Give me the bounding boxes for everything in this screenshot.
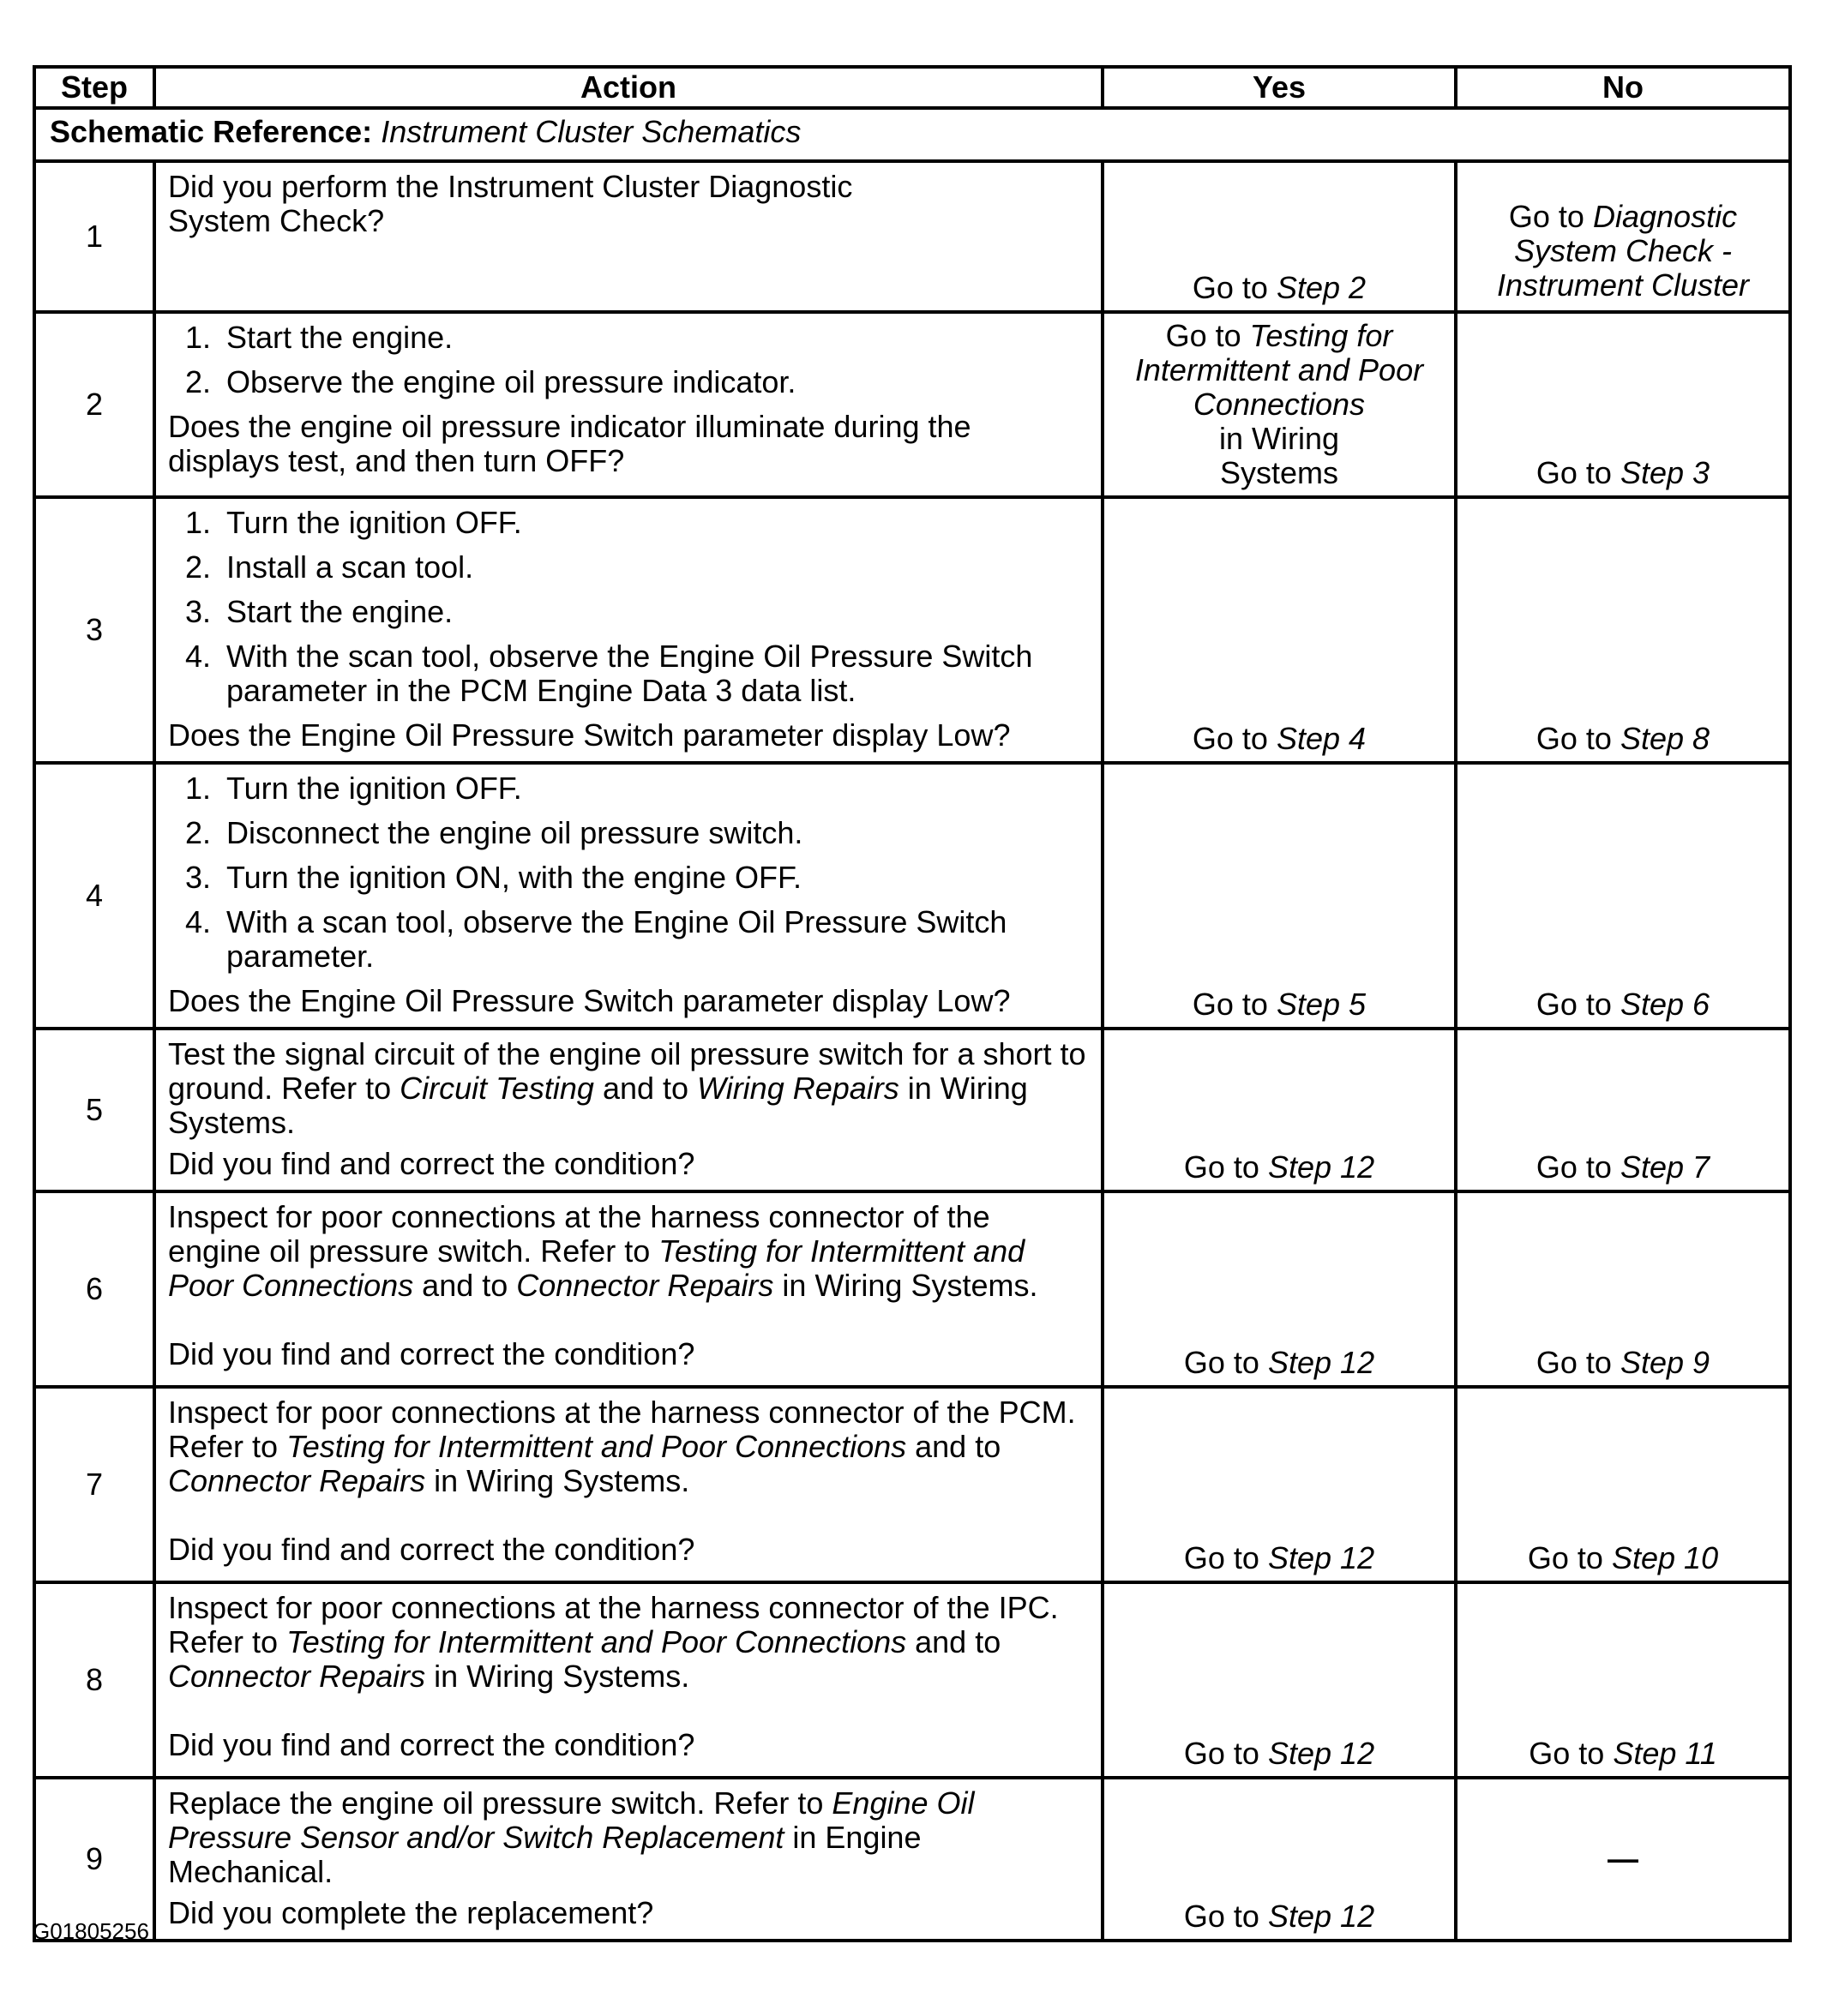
yes-cell bbox=[1103, 161, 1456, 312]
table-row bbox=[34, 497, 1790, 763]
header-yes: Yes bbox=[1103, 67, 1456, 108]
yes-link[interactable]: Connections bbox=[1193, 387, 1366, 422]
action-step: 1. Turn the ignition OFF. bbox=[219, 506, 1089, 540]
table-row bbox=[34, 312, 1790, 497]
action-question: Does the Engine Oil Pressure Switch parameter display Low? bbox=[168, 983, 1011, 1018]
yes-cell bbox=[1103, 312, 1456, 497]
yes-link[interactable]: Step 2 bbox=[1276, 270, 1367, 305]
header-action: Action bbox=[154, 67, 1103, 108]
yes-cell bbox=[1103, 1582, 1456, 1778]
go-to-text: Go to bbox=[1536, 721, 1612, 756]
reference-link[interactable]: Wiring Repairs bbox=[697, 1071, 899, 1106]
reference-link[interactable]: Connector Repairs bbox=[516, 1268, 774, 1303]
step-number: 6 bbox=[34, 1191, 154, 1387]
step-number: 8 bbox=[34, 1582, 154, 1778]
table-row bbox=[34, 1778, 1790, 1941]
no-cell bbox=[1456, 312, 1790, 497]
no-link[interactable]: Step 10 bbox=[1611, 1540, 1719, 1575]
no-cell bbox=[1456, 1582, 1790, 1778]
no-link[interactable]: Step 7 bbox=[1620, 1149, 1710, 1185]
action-step: 1. Turn the ignition OFF. bbox=[219, 771, 1089, 806]
no-link[interactable]: System Check - bbox=[1513, 233, 1733, 268]
yes-link[interactable]: Step 12 bbox=[1267, 1345, 1375, 1380]
no-link[interactable]: Diagnostic bbox=[1592, 199, 1738, 234]
step-number: 5 bbox=[34, 1029, 154, 1191]
go-to-text: Go to bbox=[1165, 318, 1241, 353]
action-question: Did you complete the replacement? bbox=[168, 1895, 654, 1930]
schematic-reference bbox=[34, 108, 1790, 161]
go-to-text: Go to bbox=[1192, 721, 1268, 756]
action-step: 2. Install a scan tool. bbox=[219, 550, 1089, 585]
schematic-reference-row bbox=[34, 108, 1790, 161]
action-cell bbox=[154, 1582, 1103, 1778]
table-row bbox=[34, 1582, 1790, 1778]
table-row bbox=[34, 1387, 1790, 1582]
no-link[interactable]: Step 8 bbox=[1620, 721, 1710, 756]
reference-link[interactable]: Engine Oil Pressure Sensor and/or Switch Replacement bbox=[168, 1785, 975, 1855]
no-cell bbox=[1456, 1387, 1790, 1582]
action-question: Did you find and correct the condition? bbox=[168, 1532, 695, 1567]
action-cell bbox=[154, 497, 1103, 763]
action-step: 2. Disconnect the engine oil pressure switch. bbox=[219, 816, 1089, 850]
action-step: 3. Start the engine. bbox=[219, 595, 1089, 629]
reference-link[interactable]: Testing for Intermittent and Poor Connections bbox=[286, 1624, 907, 1659]
go-to-text: Go to bbox=[1529, 1736, 1605, 1771]
yes-link[interactable]: Step 12 bbox=[1267, 1540, 1375, 1575]
reference-link[interactable]: Testing for Intermittent and Poor Connections bbox=[168, 1233, 1025, 1303]
yes-cell bbox=[1103, 497, 1456, 763]
yes-link[interactable]: Step 4 bbox=[1276, 721, 1367, 756]
action-step: 1. Start the engine. bbox=[219, 321, 1089, 355]
no-link[interactable]: Step 9 bbox=[1620, 1345, 1710, 1380]
yes-cell bbox=[1103, 763, 1456, 1029]
action-question: Did you find and correct the condition? bbox=[168, 1146, 695, 1181]
go-to-text: Go to bbox=[1508, 199, 1584, 234]
action-question: Did you find and correct the condition? bbox=[168, 1336, 695, 1371]
action-text: System Check? bbox=[168, 203, 385, 238]
action-text: Test the signal circuit of the engine oil pressure switch for a short to ground. Refer to Circuit Testing and to Wiring Repairs in Wiring Systems. bbox=[168, 1036, 1086, 1140]
go-to-text: Go to bbox=[1183, 1736, 1259, 1771]
reference-link[interactable]: Connector Repairs bbox=[168, 1659, 426, 1694]
yes-cell bbox=[1103, 1387, 1456, 1582]
yes-cell bbox=[1103, 1778, 1456, 1941]
diagnostic-table bbox=[33, 65, 1792, 1942]
action-question: Did you find and correct the condition? bbox=[168, 1727, 695, 1762]
action-steps-list bbox=[168, 771, 1089, 974]
table-row bbox=[34, 161, 1790, 312]
step-number: 3 bbox=[34, 497, 154, 763]
step-number: 4 bbox=[34, 763, 154, 1029]
no-link[interactable]: Step 6 bbox=[1620, 987, 1710, 1022]
go-to-text: Go to bbox=[1183, 1899, 1259, 1934]
no-cell bbox=[1456, 497, 1790, 763]
figure-code: G01805256 bbox=[33, 1918, 149, 1944]
step-number: 7 bbox=[34, 1387, 154, 1582]
no-action-dash: — bbox=[1608, 1841, 1638, 1876]
action-cell bbox=[154, 1778, 1103, 1941]
go-to-text: Go to bbox=[1192, 987, 1268, 1022]
action-step: 4. With the scan tool, observe the Engine Oil Pressure Switch parameter in the PCM Engine Data 3 data list. bbox=[219, 639, 1089, 708]
go-to-text: Go to bbox=[1527, 1540, 1603, 1575]
action-question: Does the Engine Oil Pressure Switch parameter display Low? bbox=[168, 717, 1011, 753]
action-steps-list bbox=[168, 321, 1089, 399]
go-to-text: Go to bbox=[1192, 270, 1268, 305]
no-cell bbox=[1456, 1778, 1790, 1941]
action-text: Inspect for poor connections at the harness connector of the IPC. Refer to Testing for Intermittent and Poor Connections and to Connector Repairs in Wiring Systems. bbox=[168, 1590, 1059, 1694]
action-cell bbox=[154, 161, 1103, 312]
yes-link[interactable]: Step 12 bbox=[1267, 1736, 1375, 1771]
no-link[interactable]: Step 3 bbox=[1620, 455, 1710, 490]
go-to-text: Go to bbox=[1536, 1345, 1612, 1380]
yes-cell bbox=[1103, 1029, 1456, 1191]
table-row bbox=[34, 763, 1790, 1029]
action-cell bbox=[154, 763, 1103, 1029]
yes-link[interactable]: Step 12 bbox=[1267, 1149, 1375, 1185]
action-text: Replace the engine oil pressure switch. Refer to Engine Oil Pressure Sensor and/or Switch Replacement in Engine Mechanical. bbox=[168, 1785, 975, 1889]
action-steps-list bbox=[168, 506, 1089, 708]
yes-cell bbox=[1103, 1191, 1456, 1387]
action-cell bbox=[154, 1191, 1103, 1387]
no-cell bbox=[1456, 161, 1790, 312]
schematic-reference-label: Schematic Reference: bbox=[50, 114, 373, 149]
go-to-text: Go to bbox=[1183, 1345, 1259, 1380]
action-text: Did you perform the Instrument Cluster Diagnostic bbox=[168, 169, 853, 204]
no-cell bbox=[1456, 1029, 1790, 1191]
yes-link[interactable]: Testing for bbox=[1249, 318, 1393, 353]
go-to-text: Go to bbox=[1536, 1149, 1612, 1185]
no-link[interactable]: Instrument Cluster bbox=[1496, 267, 1750, 303]
no-link[interactable]: Step 11 bbox=[1613, 1736, 1717, 1771]
header-no: No bbox=[1456, 67, 1790, 108]
yes-link[interactable]: Step 5 bbox=[1276, 987, 1367, 1022]
header-step: Step bbox=[34, 67, 154, 108]
action-question: Does the engine oil pressure indicator illuminate during the displays test, and then turn OFF? bbox=[168, 409, 971, 478]
yes-tail-text: in Wiring bbox=[1218, 421, 1340, 456]
yes-link[interactable]: Intermittent and Poor bbox=[1134, 352, 1424, 387]
no-cell bbox=[1456, 1191, 1790, 1387]
schematic-reference-link[interactable]: Instrument Cluster Schematics bbox=[381, 114, 802, 149]
action-cell bbox=[154, 312, 1103, 497]
step-number: 2 bbox=[34, 312, 154, 497]
header-row bbox=[34, 67, 1790, 108]
yes-tail-text: Systems bbox=[1219, 455, 1339, 490]
yes-link[interactable]: Step 12 bbox=[1267, 1899, 1375, 1934]
action-text: Inspect for poor connections at the harness connector of the engine oil pressure switch. Refer to Testing for Intermittent and Poor Connections and to Connector Repairs in Wiring Systems. bbox=[168, 1199, 1038, 1303]
go-to-text: Go to bbox=[1536, 987, 1612, 1022]
reference-link[interactable]: Testing for Intermittent and Poor Connections bbox=[286, 1429, 907, 1464]
action-step: 2. Observe the engine oil pressure indicator. bbox=[219, 365, 1089, 399]
action-cell bbox=[154, 1029, 1103, 1191]
step-number: 1 bbox=[34, 161, 154, 312]
action-text: Inspect for poor connections at the harness connector of the PCM. Refer to Testing for Intermittent and Poor Connections and to Connector Repairs in Wiring Systems. bbox=[168, 1395, 1076, 1498]
reference-link[interactable]: Connector Repairs bbox=[168, 1463, 426, 1498]
reference-link[interactable]: Circuit Testing bbox=[400, 1071, 594, 1106]
go-to-text: Go to bbox=[1536, 455, 1612, 490]
go-to-text: Go to bbox=[1183, 1149, 1259, 1185]
action-cell bbox=[154, 1387, 1103, 1582]
table-row bbox=[34, 1029, 1790, 1191]
action-step: 3. Turn the ignition ON, with the engine OFF. bbox=[219, 861, 1089, 895]
no-cell bbox=[1456, 763, 1790, 1029]
go-to-text: Go to bbox=[1183, 1540, 1259, 1575]
action-step: 4. With a scan tool, observe the Engine Oil Pressure Switch parameter. bbox=[219, 905, 1089, 974]
table-row bbox=[34, 1191, 1790, 1387]
step-number: 9 bbox=[34, 1778, 154, 1941]
